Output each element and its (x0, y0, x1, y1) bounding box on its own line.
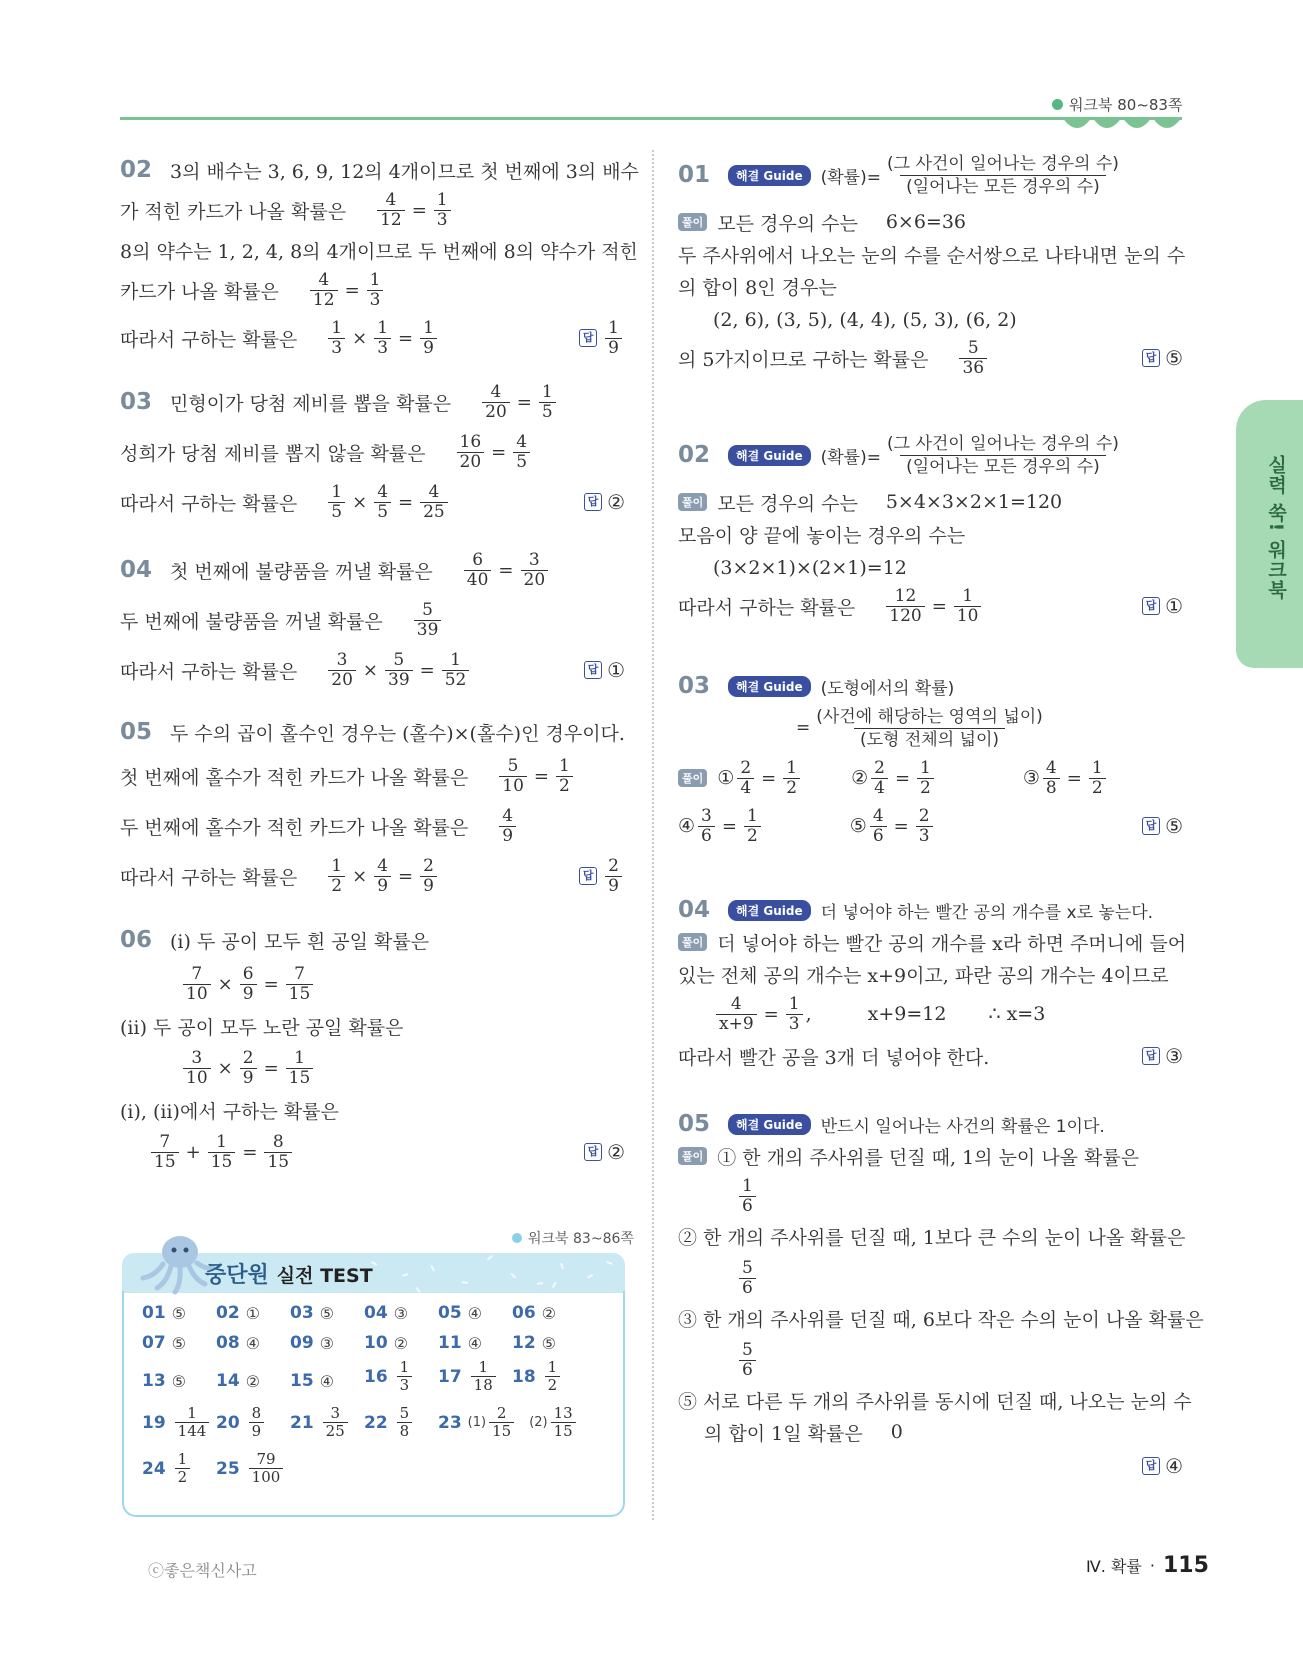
publisher-copyright: ⓒ좋은책신사고 (148, 1561, 257, 1580)
fraction: $\frac{4}{9}$ (499, 807, 516, 846)
problem-04-line1: 04 첫 번째에 불량품을 꺼낼 확률은 $\frac{6}{40}$ = $\frac{3}{20}$ (120, 550, 551, 590)
fraction: $\frac{6}{9}$ (240, 965, 257, 1004)
text: 따라서 구하는 확률은 (120, 492, 298, 515)
fraction: $\frac{12}{120}$ (886, 587, 924, 626)
text: 첫 번째에 불량품을 꺼낼 확률은 (170, 560, 433, 583)
fraction: $\frac{2}{9}$ (240, 1049, 257, 1088)
problem-number: 03 (678, 673, 711, 699)
answer: 답 ③ (1142, 1044, 1183, 1068)
fraction: $\frac{1}{10}$ (954, 587, 982, 626)
text: 두 주사위에서 나오는 눈의 수를 순서쌍으로 나타내면 눈의 수 (678, 244, 1186, 267)
fraction: $\frac{4}{6}$ (870, 807, 887, 846)
bullet-dot-icon (1052, 99, 1063, 110)
test-answer-item: 24 $\frac{1}{2}$ (142, 1451, 193, 1486)
fraction: $\frac{4}{12}$ (310, 271, 338, 310)
fraction: $\frac{3}{20}$ (521, 551, 549, 590)
problem-01-guide (678, 150, 1125, 200)
fraction: $\frac{4}{5}$ (374, 483, 391, 522)
problem-04-line3: $\frac{4}{x+9}$ = $\frac{1}{3}$ , x+9=12 ∴ x=3 (713, 994, 1045, 1034)
problem-05-line1 (120, 712, 625, 752)
test-answer-item: 17 $\frac{1}{18}$ (438, 1359, 499, 1394)
fraction: $\frac{2}{9}$ (420, 857, 437, 896)
problem-06-eq3: $\frac{7}{15}$ + $\frac{1}{15}$ = $\frac{8}{15}$ 답 ② (120, 1132, 625, 1172)
answer-badge-icon: 답 (1142, 817, 1160, 835)
guide-badge: 해결 Guide (728, 165, 811, 186)
fraction: $\frac{1}{3}$ (328, 319, 345, 358)
answer-badge-icon: 답 (1142, 1457, 1160, 1475)
test-answer-item: 14 ② (216, 1371, 261, 1391)
test-answer-item: 11 ④ (438, 1333, 483, 1353)
problem-01-line4 (713, 300, 1017, 340)
problem-06-line2 (120, 1006, 403, 1046)
fraction: $\frac{3}{20}$ (328, 651, 356, 690)
header-rule (120, 117, 1182, 120)
test-answer-item: 19 $\frac{1}{144}$ (142, 1405, 212, 1440)
text: 0 (890, 1421, 903, 1443)
guide-fraction: $\frac{\text{(그 사건이 일어나는 경우의 수)}}{\text{(일어나는 모든 경우의 수)}}$ (886, 433, 1119, 477)
problem-number: 02 (678, 442, 711, 468)
fraction: $\frac{4}{x+9}$ (716, 995, 757, 1034)
bullet-dot-icon (512, 1233, 522, 1243)
problem-03-guide-fraction: = $\frac{\text{(사건에 해당하는 영역의 넓이)}}{\text{(도형 전체의 넓이)}}$ (796, 704, 1049, 752)
answer: 답 ② (584, 490, 625, 514)
fraction: $\frac{4}{20}$ (482, 383, 510, 422)
answer-badge-icon: 답 (584, 493, 602, 511)
text: (확률)= (820, 167, 881, 188)
problem-01-line5 (678, 338, 1183, 378)
problem-03-line2: 성희가 당첨 제비를 뽑지 않을 확률은 $\frac{16}{20}$ = $\frac{4}{5}$ (120, 432, 533, 472)
fraction: $\frac{4}{9}$ (374, 857, 391, 896)
fraction: $\frac{2}{3}$ (916, 807, 933, 846)
text: 따라서 구하는 확률은 (120, 866, 298, 889)
guide-fraction: $\frac{\text{(사건에 해당하는 영역의 넓이)}}{\text{(도형 전체의 넓이)}}$ (816, 706, 1043, 750)
answer-badge-icon: 답 (1142, 1047, 1160, 1065)
fraction: $\frac{3}{10}$ (183, 1049, 211, 1088)
fraction: $\frac{5}{39}$ (385, 651, 413, 690)
guide-fraction: $\frac{\text{(그 사건이 일어나는 경우의 수)}}{\text{(일어나는 모든 경우의 수)}}$ (886, 153, 1119, 197)
guide-badge: 해결 Guide (728, 676, 811, 697)
text: 의 합이 1일 확률은 (704, 1422, 863, 1445)
text: ③ 한 개의 주사위를 던질 때, 6보다 작은 수의 눈이 나올 확률은 (678, 1308, 1204, 1331)
test-answer-item: 20 $\frac{8}{9}$ (216, 1405, 267, 1440)
text: 두 번째에 불량품을 꺼낼 확률은 (120, 610, 383, 633)
right-column (678, 150, 1204, 1510)
page-number: 115 (1162, 1553, 1209, 1578)
text: ⑤ 서로 다른 두 개의 주사위를 동시에 던질 때, 나오는 눈의 수 (678, 1390, 1192, 1413)
text: 카드가 나올 확률은 (120, 280, 279, 303)
problem-number: 01 (678, 162, 711, 188)
text: ① 한 개의 주사위를 던질 때, 1의 눈이 나올 확률은 (717, 1146, 1140, 1169)
problem-04-line2 (678, 954, 1169, 994)
text: 모든 경우의 수는 (717, 212, 858, 235)
test-answer-item: 22 $\frac{5}{8}$ (364, 1405, 415, 1440)
fraction: $\frac{1}{2}$ (917, 759, 934, 798)
fraction: $\frac{1}{6}$ (739, 1177, 756, 1216)
text: 의 합이 8인 경우는 (678, 276, 837, 299)
problem-03-line1: 03 민형이가 당첨 제비를 뽑을 확률은 $\frac{4}{20}$ = $\frac{1}{5}$ (120, 382, 559, 422)
problem-number: 04 (678, 897, 711, 923)
problem-number: 04 (120, 557, 153, 583)
fraction: $\frac{1}{3}$ (367, 271, 384, 310)
test-title-sub: 실전 TEST (276, 1265, 373, 1287)
guide-badge: 해결 Guide (728, 900, 811, 921)
problem-05-line3 (678, 1298, 1204, 1338)
fraction: $\frac{2}{4}$ (737, 759, 754, 798)
answer-badge-icon: 답 (1142, 597, 1160, 615)
test-answer-item: 21 $\frac{3}{25}$ (290, 1405, 351, 1440)
fraction: $\frac{16}{20}$ (457, 433, 485, 472)
test-title-main: 중단원 (205, 1263, 269, 1288)
text: 더 넣어야 하는 빨간 공의 개수를 x라 하면 주머니에 들어 (717, 932, 1187, 955)
answer: 답 ④ (1142, 1454, 1183, 1478)
problem-06-eq1: $\frac{7}{10}$ × $\frac{6}{9}$ = $\frac{7}{15}$ (180, 964, 316, 1004)
test-answer-item: 25 $\frac{79}{100}$ (216, 1451, 286, 1486)
answer-badge-icon: 답 (579, 329, 597, 347)
test-answer-item: 23 (1) $\frac{2}{15}$ (2) $\frac{13}{15}$ (438, 1405, 579, 1440)
fraction: $\frac{5}{39}$ (414, 601, 442, 640)
test-answer-item: 08 ④ (216, 1333, 261, 1353)
problem-number: 05 (678, 1111, 711, 1137)
fraction: $\frac{1}{2}$ (1089, 759, 1106, 798)
fraction: $\frac{1}{2}$ (783, 759, 800, 798)
problem-06-line1 (120, 920, 429, 960)
test-answer-item: 09 ③ (290, 1333, 335, 1353)
text: 3의 배수는 3, 6, 9, 12의 4개이므로 첫 번째에 3의 배수 (170, 160, 639, 183)
text: 의 5가지이므로 구하는 확률은 (678, 348, 929, 371)
text: 더 넣어야 하는 빨간 공의 개수를 x로 놓는다. (820, 902, 1154, 923)
problem-02-line4: 따라서 구하는 확률은 $\frac{12}{120}$ = $\frac{1}{10}$ 답 ① (678, 585, 1183, 626)
problem-05-f2 (736, 1258, 759, 1298)
text: 따라서 빨간 공을 3개 더 넣어야 한다. (678, 1046, 990, 1069)
test-answer-box (122, 1291, 625, 1517)
fraction: $\frac{1}{9}$ (420, 319, 437, 358)
text: 모든 경우의 수는 (717, 492, 858, 515)
test-page-reference (512, 1228, 634, 1248)
problem-06-line3 (120, 1090, 339, 1130)
fraction: $\frac{1}{2}$ (744, 807, 761, 846)
fraction: $\frac{3}{6}$ (698, 807, 715, 846)
header-ref-text: 워크북 80~83쪽 (1069, 96, 1183, 114)
answer-badge-icon: 답 (584, 661, 602, 679)
fraction: $\frac{7}{10}$ (183, 965, 211, 1004)
text: 있는 전체 공의 개수는 x+9이고, 파란 공의 개수는 4이므로 (678, 964, 1169, 987)
solution-badge: 풀이 (678, 769, 707, 787)
text: (ⅰ) 두 공이 모두 흰 공일 확률은 (170, 930, 430, 953)
fraction: $\frac{1}{5}$ (328, 483, 345, 522)
answer: 답 ① (584, 658, 625, 682)
test-answer-item: 13 ⑤ (142, 1371, 187, 1391)
fraction: $\frac{1}{52}$ (442, 651, 470, 690)
fraction: $\frac{2}{4}$ (871, 759, 888, 798)
test-answer-item: 15 ④ (290, 1371, 335, 1391)
text: 8의 약수는 1, 2, 4, 8의 4개이므로 두 번째에 8의 약수가 적힌 (120, 240, 638, 263)
fraction: $\frac{4}{12}$ (377, 191, 405, 230)
problem-03-line2: ④ $\frac{3}{6}$ = $\frac{1}{2}$ ⑤ $\frac{4}{6}$ = $\frac{2}{3}$ 답 ⑤ (678, 805, 1183, 846)
fraction: $\frac{4}{8}$ (1043, 759, 1060, 798)
left-column (120, 150, 639, 1172)
fraction: $\frac{5}{10}$ (499, 757, 527, 796)
problem-02-line4: 카드가 나올 확률은 $\frac{4}{12}$ = $\frac{1}{3}$ (120, 270, 386, 310)
fraction: $\frac{1}{2}$ (556, 757, 573, 796)
problem-05-line2 (678, 1216, 1185, 1256)
solution-badge: 풀이 (678, 933, 707, 951)
test-answer-item: 05 ④ (438, 1303, 483, 1323)
guide-badge: 해결 Guide (728, 1114, 811, 1135)
test-answer-item: 06 ② (512, 1303, 557, 1323)
text: 성희가 당첨 제비를 뽑지 않을 확률은 (120, 442, 426, 465)
answer: 답 ⑤ (1142, 346, 1183, 370)
problem-05-line3 (120, 806, 519, 846)
text: ② 한 개의 주사위를 던질 때, 1보다 큰 수의 눈이 나올 확률은 (678, 1226, 1186, 1249)
answer: 답 ① (1142, 594, 1183, 618)
problem-05-line4: 따라서 구하는 확률은 $\frac{1}{2}$ × $\frac{4}{9}$ = $\frac{2}{9}$ 답 $\frac{2}{9}$ (120, 856, 625, 896)
fraction: $\frac{7}{15}$ (286, 965, 314, 1004)
column-divider (652, 150, 654, 1520)
problem-03-line1: 풀이 ① $\frac{2}{4}$ = $\frac{1}{2}$ ② $\frac{2}{4}$ = $\frac{1}{2}$ ③ $\frac{4}{8}$ = $\frac{1}{2}$ (678, 758, 1183, 798)
test-answer-item: 07 ⑤ (142, 1333, 187, 1353)
fraction: $\frac{5}{6}$ (739, 1341, 756, 1380)
test-answer-item: 03 ⑤ (290, 1303, 335, 1323)
solution-badge: 풀이 (678, 493, 707, 511)
problem-03-line3: 따라서 구하는 확률은 $\frac{1}{5}$ × $\frac{4}{5}$ = $\frac{4}{25}$ 답 ② (120, 481, 625, 522)
fraction: $\frac{7}{15}$ (151, 1133, 179, 1172)
problem-05-f3 (736, 1340, 759, 1380)
fraction: $\frac{1}{3}$ (434, 191, 451, 230)
problem-02-line2: 가 적힌 카드가 나올 확률은 $\frac{4}{12}$ = $\frac{1}{3}$ (120, 190, 454, 230)
text: 따라서 구하는 확률은 (120, 660, 298, 683)
solution-badge: 풀이 (678, 213, 707, 231)
test-answer-item: 10 ② (364, 1333, 409, 1353)
problem-04-line3: 따라서 구하는 확률은 $\frac{3}{20}$ × $\frac{5}{39}$ = $\frac{1}{52}$ 답 ① (120, 649, 625, 690)
problem-04-line4 (678, 1036, 1183, 1076)
side-tab-label: 실력 쑥! 워크북 (1265, 455, 1287, 600)
text: 두 수의 곱이 홀수인 경우는 (홀수)×(홀수)인 경우이다. (170, 722, 625, 745)
answer-badge-icon: 답 (584, 1143, 602, 1161)
problem-03-guide (678, 666, 954, 706)
fraction: $\frac{6}{40}$ (464, 551, 492, 590)
fraction: $\frac{4}{25}$ (420, 483, 448, 522)
text: (확률)= (820, 447, 881, 468)
text: 따라서 구하는 확률은 (678, 596, 856, 619)
problem-04-line2 (120, 600, 444, 640)
answer: 답 ⑤ (1142, 814, 1183, 838)
problem-number: 06 (120, 927, 153, 953)
problem-02-line3 (713, 548, 907, 588)
text: (ⅰ), (ⅱ)에서 구하는 확률은 (120, 1100, 339, 1123)
text: 민형이가 당첨 제비를 뽑을 확률은 (170, 392, 452, 415)
problem-05-line1 (678, 1136, 1139, 1176)
text: x+9=12 (867, 1003, 947, 1025)
workbook-page-reference (1052, 94, 1182, 115)
problem-02-line5: 따라서 구하는 확률은 $\frac{1}{3}$ × $\frac{1}{3}$ = $\frac{1}{9}$ 답 $\frac{1}{9}$ (120, 318, 625, 358)
text: 따라서 구하는 확률은 (120, 328, 298, 351)
page-footer (1086, 1553, 1209, 1578)
fraction: $\frac{1}{15}$ (286, 1049, 314, 1088)
problem-number: 02 (120, 157, 153, 183)
problem-number: 03 (120, 389, 153, 415)
fraction: $\frac{1}{2}$ (328, 857, 345, 896)
answer: 답 $\frac{2}{9}$ (579, 857, 625, 896)
fraction: $\frac{1}{15}$ (208, 1133, 236, 1172)
test-answer-item: 01 ⑤ (142, 1303, 187, 1323)
test-ref-text: 워크북 83~86쪽 (528, 1231, 634, 1247)
problem-06-eq2: $\frac{3}{10}$ × $\frac{2}{9}$ = $\frac{1}{15}$ (180, 1048, 316, 1088)
answer: 답 ② (584, 1140, 625, 1164)
text: (ⅱ) 두 공이 모두 노란 공일 확률은 (120, 1016, 404, 1039)
text: 반드시 일어나는 사건의 확률은 1이다. (820, 1116, 1105, 1137)
answer: 답 $\frac{1}{9}$ (579, 319, 625, 358)
text: (도형에서의 확률) (820, 678, 955, 699)
fraction: $\frac{1}{5}$ (539, 383, 556, 422)
fraction: $\frac{8}{15}$ (264, 1133, 292, 1172)
text: (3×2×1)×(2×1)=12 (713, 557, 907, 579)
header-wave-decoration (1062, 117, 1182, 137)
test-answer-item: 04 ③ (364, 1303, 409, 1323)
fraction: $\frac{5}{36}$ (959, 339, 987, 378)
answer-badge-icon: 답 (1142, 349, 1160, 367)
guide-badge: 해결 Guide (728, 445, 811, 466)
octopus-mascot-icon (135, 1230, 215, 1295)
test-answer-item: 12 ⑤ (512, 1333, 557, 1353)
fraction: $\frac{1}{3}$ (374, 319, 391, 358)
text: ∴ x=3 (988, 1003, 1046, 1025)
problem-02-line3 (120, 230, 638, 270)
text: 두 번째에 홀수가 적힌 카드가 나올 확률은 (120, 816, 469, 839)
fraction: $\frac{4}{5}$ (513, 433, 530, 472)
chapter-label: Ⅳ. 확률 (1086, 1557, 1142, 1576)
test-title (205, 1258, 373, 1289)
problem-02-line1 (120, 150, 639, 190)
fraction: $\frac{1}{3}$ (786, 995, 803, 1034)
test-answer-item: 18 $\frac{1}{2}$ (512, 1359, 563, 1394)
problem-number: 05 (120, 719, 153, 745)
test-answer-item: 16 $\frac{1}{3}$ (364, 1359, 415, 1394)
text: 가 적힌 카드가 나올 확률은 (120, 200, 347, 223)
text: 6×6=36 (885, 211, 967, 233)
answer-badge-icon: 답 (579, 867, 597, 885)
problem-05-f1 (736, 1176, 759, 1216)
problem-02-guide (678, 430, 1125, 480)
solution-badge: 풀이 (678, 1147, 707, 1165)
problem-05-answer (678, 1446, 1183, 1486)
fraction: $\frac{5}{6}$ (739, 1259, 756, 1298)
text: 첫 번째에 홀수가 적힌 카드가 나올 확률은 (120, 766, 469, 789)
text: (2, 6), (3, 5), (4, 4), (5, 3), (6, 2) (713, 309, 1017, 331)
test-answer-item: 02 ① (216, 1303, 261, 1323)
text: 모음이 양 끝에 놓이는 경우의 수는 (678, 524, 966, 547)
separator: · (1149, 1556, 1155, 1575)
text: 5×4×3×2×1=120 (885, 491, 1063, 513)
problem-05-line2: 첫 번째에 홀수가 적힌 카드가 나올 확률은 $\frac{5}{10}$ = $\frac{1}{2}$ (120, 756, 576, 796)
